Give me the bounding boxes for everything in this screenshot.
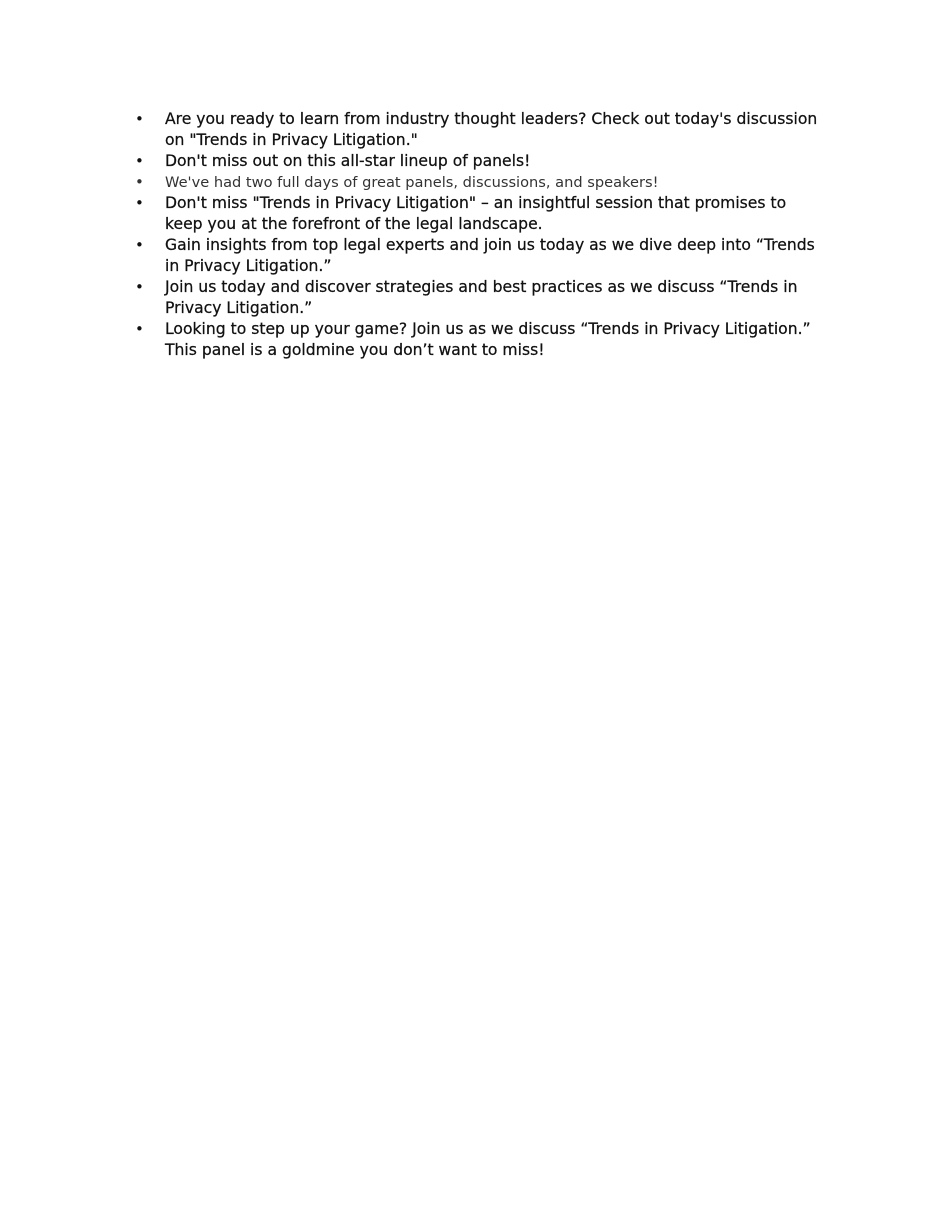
bullet-icon: • — [135, 173, 144, 191]
list-item — [135, 109, 825, 151]
bullet-icon: • — [135, 152, 144, 170]
list-item-text: We've had two full days of great panels, discussions, and speakers! — [165, 174, 659, 191]
list-item — [135, 172, 825, 193]
list-item-text: Join us today and discover strategies and best practices as we discuss “Trends in Privacy Litigation.” — [165, 278, 798, 317]
list-item — [135, 235, 825, 277]
list-item-text: Looking to step up your game? Join us as we discuss “Trends in Privacy Litigation.” This panel is a goldmine you don’t want to miss! — [165, 320, 811, 359]
bullet-icon: • — [135, 110, 144, 128]
list-item-text: Gain insights from top legal experts and join us today as we dive deep into “Trends in Privacy Litigation.” — [165, 236, 815, 275]
bullet-icon: • — [135, 194, 144, 212]
list-item-text: Don't miss "Trends in Privacy Litigation" – an insightful session that promises to keep you at the forefront of the legal landscape. — [165, 194, 787, 233]
list-item — [135, 319, 825, 361]
bullet-icon: • — [135, 278, 144, 296]
list-item — [135, 151, 825, 172]
list-item — [135, 277, 825, 319]
bullet-icon: • — [135, 236, 144, 254]
bullet-icon: • — [135, 320, 144, 338]
bullet-list — [135, 109, 825, 361]
list-item-text: Are you ready to learn from industry thought leaders? Check out today's discussion on "Trends in Privacy Litigation." — [165, 110, 818, 149]
list-item-text: Don't miss out on this all-star lineup of panels! — [165, 152, 531, 170]
list-item — [135, 193, 825, 235]
